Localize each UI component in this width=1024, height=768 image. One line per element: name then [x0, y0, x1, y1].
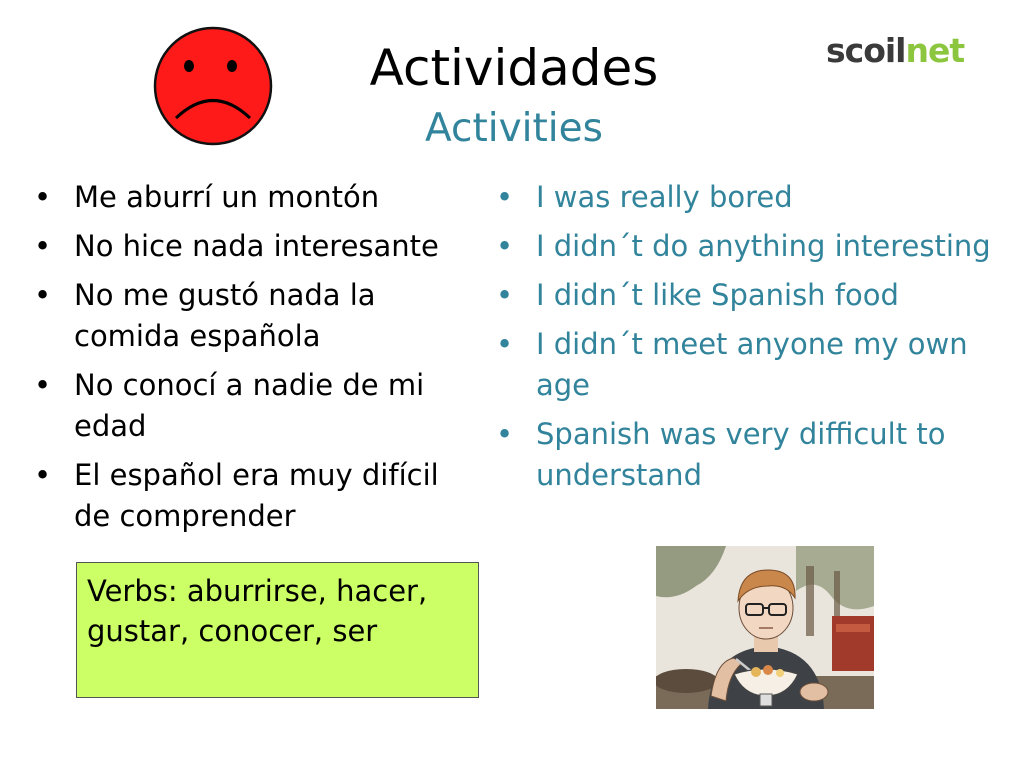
list-item: • I was really bored: [492, 177, 1012, 218]
slide-subtitle: Activities: [425, 106, 603, 151]
scoilnet-logo: [826, 30, 986, 72]
list-item: • El español era muy difícil de comprender: [30, 455, 480, 537]
spanish-phrase-list: [30, 177, 480, 545]
english-translation-list: [492, 177, 1012, 504]
logo-text-scoil: scoil: [826, 31, 906, 70]
logo-text-net: net: [905, 31, 965, 70]
list-item: • No hice nada interesante: [30, 226, 480, 267]
slide-title: Actividades: [369, 39, 659, 97]
verbs-box: Verbs: aburrirse, hacer, gustar, conocer, ser: [76, 562, 479, 698]
list-item: • No me gustó nada la comida española: [30, 275, 480, 357]
list-item: • No conocí a nadie de mi edad: [30, 365, 480, 447]
list-item: • Spanish was very difficult to understand: [492, 414, 1012, 496]
list-item: • I didn´t meet anyone my own age: [492, 324, 1012, 406]
list-item: • I didn´t do anything interesting: [492, 226, 1012, 267]
list-item: • Me aburrí un montón: [30, 177, 480, 218]
sad-face-icon: [152, 25, 274, 147]
list-item: • I didn´t like Spanish food: [492, 275, 1012, 316]
student-eating-photo: [656, 546, 874, 709]
